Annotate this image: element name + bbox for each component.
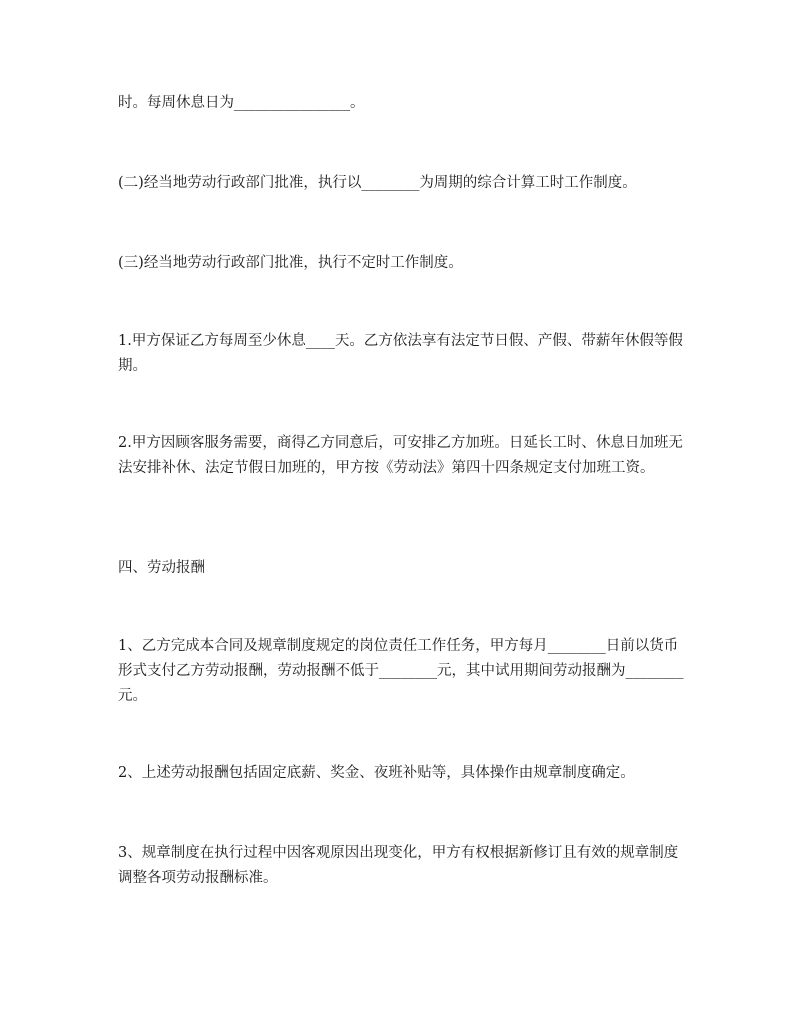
paragraph-weekly-rest: 1.甲方保证乙方每周至少休息____天。乙方依法享有法定节日假、产假、带薪年休假等假期。 [118,333,683,374]
paragraph-overtime: 2.甲方因顾客服务需要，商得乙方同意后，可安排乙方加班。日延长工时、休息日加班无法安排补休、法定节假日加班的，甲方按《劳动法》第四十四条规定支付加班工资。 [118,435,683,476]
paragraph-flexible-hours: (三)经当地劳动行政部门批准，执行不定时工作制度。 [118,255,463,271]
paragraph-payment: 1、乙方完成本合同及规章制度规定的岗位责任工作任务，甲方每月________日前以货币形式支付乙方劳动报酬，劳动报酬不低于________元，其中试用期间劳动报酬为________元。 [118,638,684,704]
paragraph-comprehensive-hours: (二)经当地劳动行政部门批准，执行以________为周期的综合计算工时工作制度。 [118,175,637,191]
paragraph-adjustment: 3、规章制度在执行过程中因客观原因出现变化，甲方有权根据新修订且有效的规章制度调整各项劳动报酬标准。 [118,845,679,886]
section-heading-remuneration: 四、劳动报酬 [118,560,205,576]
paragraph-remuneration-components: 2、上述劳动报酬包括固定底薪、奖金、夜班补贴等，具体操作由规章制度确定。 [118,765,635,781]
paragraph-rest-day: 时。每周休息日为________________。 [118,95,365,111]
